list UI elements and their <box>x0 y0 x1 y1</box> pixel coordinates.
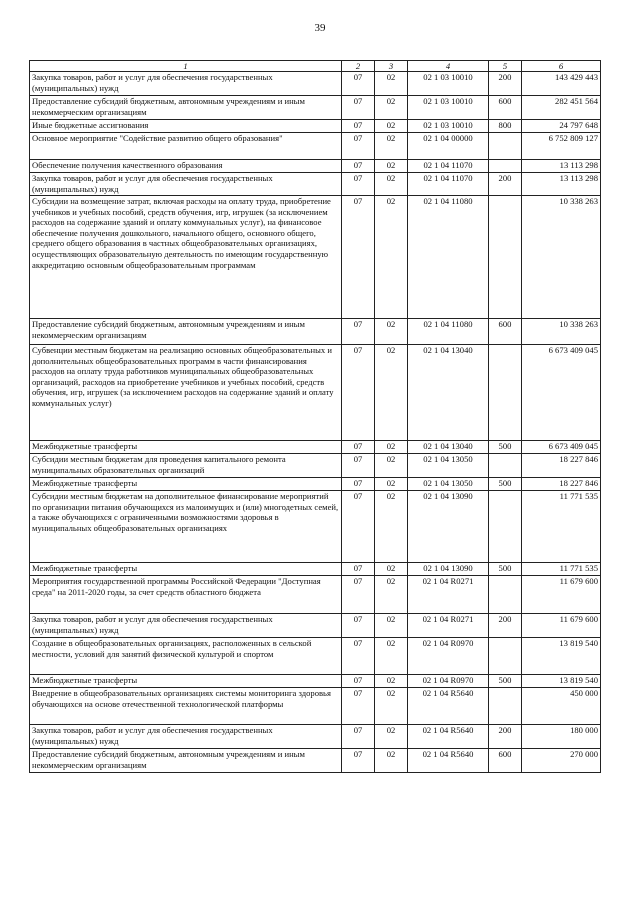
amount-cell: 11 771 535 <box>522 563 601 576</box>
expense-name-cell: Создание в общеобразовательных организациях, расположенных в сельской местности, условий для занятий физической культурой и спортом <box>30 638 342 675</box>
subsection-code-cell: 02 <box>375 638 408 675</box>
subsection-code-cell: 02 <box>375 319 408 345</box>
table-row <box>30 160 601 173</box>
expense-type-cell: 500 <box>489 478 522 491</box>
expense-name-cell: Межбюджетные трансферты <box>30 563 342 576</box>
table-row <box>30 454 601 478</box>
table-row <box>30 345 601 441</box>
expense-type-cell <box>489 454 522 478</box>
subsection-code-cell: 02 <box>375 478 408 491</box>
expense-type-cell <box>489 638 522 675</box>
expense-name-cell: Субсидии местным бюджетам на дополнительное финансирование мероприятий по организации питания обучающихся из малоимущих и (или) многодетных семей, а также обучающихся с ограниченными возможностями здоровья в муниципальных общеобразовательных организациях <box>30 491 342 563</box>
column-header: 2 <box>342 61 375 72</box>
subsection-code-cell: 02 <box>375 120 408 133</box>
expense-type-cell <box>489 345 522 441</box>
section-code-cell: 07 <box>342 614 375 638</box>
expense-type-cell: 500 <box>489 675 522 688</box>
amount-cell: 180 000 <box>522 725 601 749</box>
section-code-cell: 07 <box>342 749 375 773</box>
expense-name-cell: Предоставление субсидий бюджетным, автономным учреждениям и иным некоммерческим организациям <box>30 96 342 120</box>
amount-cell: 11 771 535 <box>522 491 601 563</box>
expense-name-cell: Субсидии на возмещение затрат, включая расходы на оплату труда, приобретение учебников и учебных пособий, средств обучения, игр, игрушек (за исключением расходов на содержание зданий и оплату коммунальных услуг), на финансовое обеспечение получения дошкольного, начального общего, основного общего, среднего общего образования в частных общеобразовательных организациях, осуществляющих образовательную деятельность по имеющим государственную аккредитацию основным общеобразовательным программам <box>30 196 342 319</box>
expense-type-cell: 800 <box>489 120 522 133</box>
column-header: 5 <box>489 61 522 72</box>
table-row <box>30 749 601 773</box>
expense-name-cell: Субвенции местным бюджетам на реализацию основных общеобразовательных и дополнительных общеобразовательных программ в части финансирования расходов на оплату труда работников муниципальных общеобразовательных организаций, расходов на приобретение учебников и учебных пособий, средств обучения, игр, игрушек (за исключением расходов на содержание зданий и оплату коммунальных услуг) <box>30 345 342 441</box>
section-code-cell: 07 <box>342 96 375 120</box>
target-article-cell: 02 1 04 R5640 <box>408 688 489 725</box>
amount-cell: 13 819 540 <box>522 638 601 675</box>
subsection-code-cell: 02 <box>375 133 408 160</box>
expense-name-cell: Внедрение в общеобразовательных организациях системы мониторинга здоровья обучающихся на основе отечественной технологической платформы <box>30 688 342 725</box>
expense-name-cell: Предоставление субсидий бюджетным, автономным учреждениям и иным некоммерческим организациям <box>30 749 342 773</box>
table-row <box>30 688 601 725</box>
target-article-cell: 02 1 04 13090 <box>408 563 489 576</box>
amount-cell: 450 000 <box>522 688 601 725</box>
subsection-code-cell: 02 <box>375 563 408 576</box>
section-code-cell: 07 <box>342 478 375 491</box>
section-code-cell: 07 <box>342 173 375 196</box>
expense-type-cell: 200 <box>489 614 522 638</box>
table-row <box>30 725 601 749</box>
subsection-code-cell: 02 <box>375 454 408 478</box>
target-article-cell: 02 1 04 11080 <box>408 319 489 345</box>
amount-cell: 24 797 648 <box>522 120 601 133</box>
expense-name-cell: Обеспечение получения качественного образования <box>30 160 342 173</box>
subsection-code-cell: 02 <box>375 576 408 614</box>
page-number: 39 <box>314 22 326 34</box>
section-code-cell: 07 <box>342 319 375 345</box>
subsection-code-cell: 02 <box>375 96 408 120</box>
table-row <box>30 319 601 345</box>
expense-name-cell: Основное мероприятие "Содействие развитию общего образования" <box>30 133 342 160</box>
subsection-code-cell: 02 <box>375 675 408 688</box>
target-article-cell: 02 1 03 10010 <box>408 72 489 96</box>
section-code-cell: 07 <box>342 725 375 749</box>
amount-cell: 143 429 443 <box>522 72 601 96</box>
section-code-cell: 07 <box>342 196 375 319</box>
section-code-cell: 07 <box>342 454 375 478</box>
target-article-cell: 02 1 04 13090 <box>408 491 489 563</box>
section-code-cell: 07 <box>342 576 375 614</box>
expense-type-cell: 200 <box>489 725 522 749</box>
expense-type-cell <box>489 160 522 173</box>
expense-name-cell: Иные бюджетные ассигнования <box>30 120 342 133</box>
section-code-cell: 07 <box>342 491 375 563</box>
expense-name-cell: Закупка товаров, работ и услуг для обеспечения государственных (муниципальных) нужд <box>30 614 342 638</box>
expense-type-cell <box>489 133 522 160</box>
subsection-code-cell: 02 <box>375 173 408 196</box>
expense-name-cell: Межбюджетные трансферты <box>30 675 342 688</box>
expense-type-cell <box>489 576 522 614</box>
amount-cell: 6 673 409 045 <box>522 441 601 454</box>
amount-cell: 13 819 540 <box>522 675 601 688</box>
table-row <box>30 196 601 319</box>
amount-cell: 10 338 263 <box>522 196 601 319</box>
expense-name-cell: Предоставление субсидий бюджетным, автономным учреждениям и иным некоммерческим организациям <box>30 319 342 345</box>
expense-name-cell: Межбюджетные трансферты <box>30 441 342 454</box>
section-code-cell: 07 <box>342 120 375 133</box>
section-code-cell: 07 <box>342 160 375 173</box>
expense-name-cell: Мероприятия государственной программы Российской Федерации "Доступная среда" на 2011-2020 годы, за счет средств областного бюджета <box>30 576 342 614</box>
section-code-cell: 07 <box>342 675 375 688</box>
amount-cell: 11 679 600 <box>522 614 601 638</box>
subsection-code-cell: 02 <box>375 749 408 773</box>
amount-cell: 13 113 298 <box>522 160 601 173</box>
table-row <box>30 133 601 160</box>
target-article-cell: 02 1 04 11070 <box>408 173 489 196</box>
subsection-code-cell: 02 <box>375 196 408 319</box>
table-row <box>30 491 601 563</box>
expense-name-cell: Закупка товаров, работ и услуг для обеспечения государственных (муниципальных) нужд <box>30 173 342 196</box>
subsection-code-cell: 02 <box>375 345 408 441</box>
target-article-cell: 02 1 04 R0970 <box>408 638 489 675</box>
target-article-cell: 02 1 04 00000 <box>408 133 489 160</box>
expense-type-cell <box>489 491 522 563</box>
table-row <box>30 638 601 675</box>
expense-type-cell: 600 <box>489 749 522 773</box>
target-article-cell: 02 1 04 R5640 <box>408 725 489 749</box>
expense-type-cell: 200 <box>489 72 522 96</box>
section-code-cell: 07 <box>342 638 375 675</box>
expense-type-cell <box>489 196 522 319</box>
section-code-cell: 07 <box>342 72 375 96</box>
subsection-code-cell: 02 <box>375 614 408 638</box>
amount-cell: 18 227 846 <box>522 478 601 491</box>
target-article-cell: 02 1 03 10010 <box>408 120 489 133</box>
amount-cell: 6 673 409 045 <box>522 345 601 441</box>
table-row <box>30 96 601 120</box>
subsection-code-cell: 02 <box>375 160 408 173</box>
subsection-code-cell: 02 <box>375 491 408 563</box>
column-number-row <box>30 61 601 72</box>
section-code-cell: 07 <box>342 441 375 454</box>
budget-table <box>29 60 601 773</box>
expense-type-cell: 600 <box>489 96 522 120</box>
target-article-cell: 02 1 04 13040 <box>408 441 489 454</box>
table-row <box>30 675 601 688</box>
table-row <box>30 576 601 614</box>
expense-type-cell <box>489 688 522 725</box>
subsection-code-cell: 02 <box>375 688 408 725</box>
section-code-cell: 07 <box>342 133 375 160</box>
target-article-cell: 02 1 04 11070 <box>408 160 489 173</box>
expense-type-cell: 500 <box>489 563 522 576</box>
column-header: 3 <box>375 61 408 72</box>
section-code-cell: 07 <box>342 563 375 576</box>
table-row <box>30 72 601 96</box>
amount-cell: 6 752 809 127 <box>522 133 601 160</box>
column-header: 6 <box>522 61 601 72</box>
amount-cell: 282 451 564 <box>522 96 601 120</box>
subsection-code-cell: 02 <box>375 441 408 454</box>
column-header: 4 <box>408 61 489 72</box>
table-row <box>30 120 601 133</box>
section-code-cell: 07 <box>342 688 375 725</box>
expense-type-cell: 200 <box>489 173 522 196</box>
table-row <box>30 614 601 638</box>
amount-cell: 13 113 298 <box>522 173 601 196</box>
amount-cell: 270 000 <box>522 749 601 773</box>
section-code-cell: 07 <box>342 345 375 441</box>
target-article-cell: 02 1 04 13050 <box>408 478 489 491</box>
target-article-cell: 02 1 04 13050 <box>408 454 489 478</box>
table-row <box>30 478 601 491</box>
target-article-cell: 02 1 04 R0271 <box>408 614 489 638</box>
amount-cell: 18 227 846 <box>522 454 601 478</box>
expense-name-cell: Закупка товаров, работ и услуг для обеспечения государственных (муниципальных) нужд <box>30 72 342 96</box>
table-row <box>30 563 601 576</box>
amount-cell: 10 338 263 <box>522 319 601 345</box>
target-article-cell: 02 1 04 R0271 <box>408 576 489 614</box>
table-row <box>30 173 601 196</box>
subsection-code-cell: 02 <box>375 725 408 749</box>
target-article-cell: 02 1 04 11080 <box>408 196 489 319</box>
expense-type-cell: 500 <box>489 441 522 454</box>
subsection-code-cell: 02 <box>375 72 408 96</box>
column-header: 1 <box>30 61 342 72</box>
target-article-cell: 02 1 04 R0970 <box>408 675 489 688</box>
table-row <box>30 441 601 454</box>
expense-name-cell: Субсидии местным бюджетам для проведения капитального ремонта муниципальных образовательных организаций <box>30 454 342 478</box>
expense-name-cell: Межбюджетные трансферты <box>30 478 342 491</box>
amount-cell: 11 679 600 <box>522 576 601 614</box>
expense-type-cell: 600 <box>489 319 522 345</box>
target-article-cell: 02 1 03 10010 <box>408 96 489 120</box>
target-article-cell: 02 1 04 13040 <box>408 345 489 441</box>
target-article-cell: 02 1 04 R5640 <box>408 749 489 773</box>
expense-name-cell: Закупка товаров, работ и услуг для обеспечения государственных (муниципальных) нужд <box>30 725 342 749</box>
